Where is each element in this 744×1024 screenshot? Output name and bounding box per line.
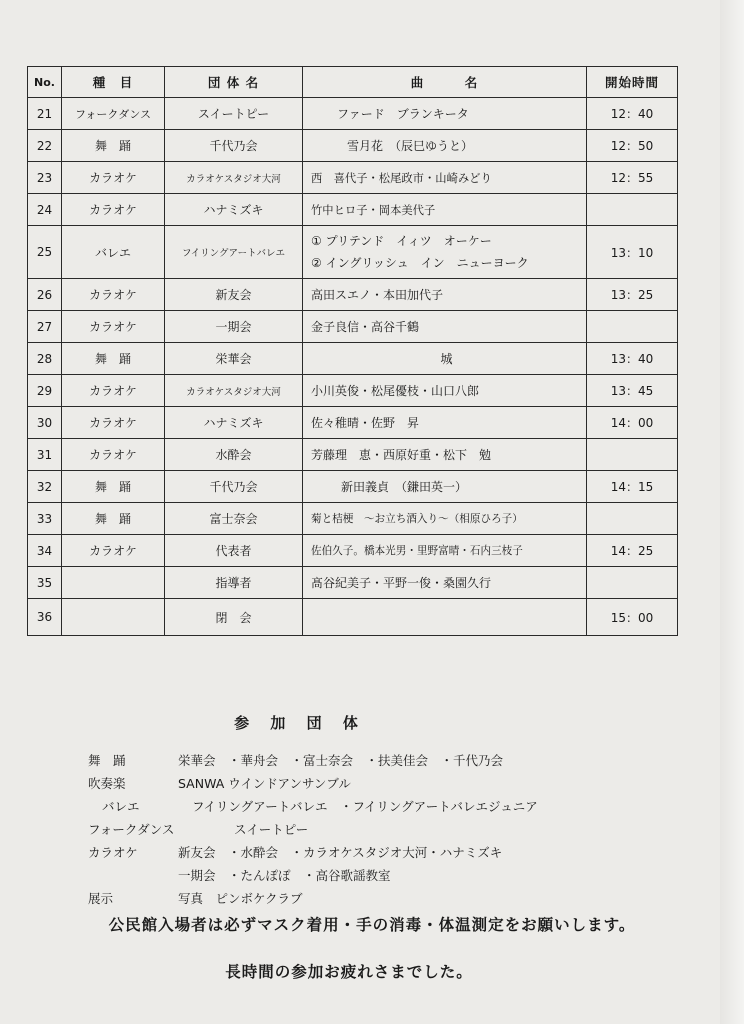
row-no: 33 [28, 503, 62, 535]
row-song [303, 130, 587, 162]
row-no: 24 [28, 194, 62, 226]
row-time: 13：40 [587, 343, 678, 375]
header-song: 曲 名 [303, 67, 587, 98]
row-type: 舞 踊 [62, 471, 165, 503]
participant-groups: 写真 ピンボケクラブ [178, 891, 303, 906]
row-group: ハナミズキ [165, 194, 303, 226]
row-song [303, 599, 587, 636]
row-type: カラオケ [62, 407, 165, 439]
header-type: 種 目 [62, 67, 165, 98]
row-no: 27 [28, 311, 62, 343]
table-row [28, 311, 678, 343]
row-time: 14：25 [587, 535, 678, 567]
row-type [62, 599, 165, 636]
row-no: 35 [28, 567, 62, 599]
song-text: 芳藤理 恵・西原好重・松下 勉 [311, 448, 492, 462]
table-row [28, 407, 678, 439]
participant-groups: 新友会 ・水酔会 ・カラオケスタジオ大河・ハナミズキ [178, 845, 503, 860]
row-group: 一期会 [165, 311, 303, 343]
participant-row [88, 843, 688, 866]
table-row [28, 439, 678, 471]
row-no: 29 [28, 375, 62, 407]
closing-text: 長時間の参加お疲れさまでした。 [225, 963, 473, 981]
row-song [303, 194, 587, 226]
participant-row [88, 797, 688, 820]
row-group: カラオケスタジオ大河 [165, 162, 303, 194]
row-song [303, 375, 587, 407]
participant-category: フォークダンス [88, 822, 175, 837]
song-text: 新田義貞 （鎌田英一） [341, 480, 468, 494]
table-row [28, 567, 678, 599]
header-group: 団 体 名 [165, 67, 303, 98]
song-line-1: ① プリテンド イィツ オーケー [311, 234, 492, 248]
row-time: 14：00 [587, 407, 678, 439]
row-time [587, 503, 678, 535]
row-no: 22 [28, 130, 62, 162]
participant-groups: SANWA ウインドアンサンブル [178, 776, 351, 791]
song-text: ファード ブランキータ [337, 107, 469, 121]
row-song [303, 439, 587, 471]
row-no: 34 [28, 535, 62, 567]
row-no: 21 [28, 98, 62, 130]
participant-category: カラオケ [88, 845, 138, 860]
participant-category: バレエ [102, 799, 140, 814]
participant-row [88, 751, 688, 774]
row-song [303, 343, 587, 375]
row-no: 31 [28, 439, 62, 471]
table-row [28, 535, 678, 567]
song-text: 佐伯久子。橋本光男・里野富晴・石内三枝子 [311, 545, 523, 557]
row-type: カラオケ [62, 439, 165, 471]
row-no: 32 [28, 471, 62, 503]
song-text: 西 喜代子・松尾政市・山崎みどり [311, 171, 492, 185]
participant-row [88, 866, 688, 889]
participant-row [88, 774, 688, 797]
row-time [587, 567, 678, 599]
row-song [303, 279, 587, 311]
row-time: 13：10 [587, 226, 678, 279]
table-row [28, 343, 678, 375]
row-type: 舞 踊 [62, 130, 165, 162]
participant-category: 吹奏楽 [88, 776, 126, 791]
participants-title: 参 加 団 体 [234, 714, 366, 732]
row-song [303, 311, 587, 343]
row-group: ハナミズキ [165, 407, 303, 439]
table-row [28, 226, 678, 279]
table-row [28, 471, 678, 503]
row-group: 千代乃会 [165, 471, 303, 503]
row-no: 36 [28, 599, 62, 636]
participant-category: 展示 [88, 891, 114, 906]
song-text: 城 [440, 352, 453, 366]
row-song [303, 471, 587, 503]
table-row [28, 279, 678, 311]
page-edge [720, 0, 744, 1024]
song-text: 小川英俊・松尾優枝・山口八郎 [311, 384, 480, 398]
row-type: カラオケ [62, 375, 165, 407]
row-song [303, 162, 587, 194]
row-time: 12：55 [587, 162, 678, 194]
row-song [303, 226, 587, 279]
participant-groups: 一期会 ・たんぽぽ ・高谷歌謡教室 [178, 868, 391, 883]
row-group: 閉 会 [165, 599, 303, 636]
song-text: 髙谷紀美子・平野一俊・桑園久行 [311, 576, 492, 590]
header-time: 開始時間 [587, 67, 678, 98]
row-song [303, 407, 587, 439]
header-no: No. [28, 67, 62, 98]
table-header-row [28, 67, 678, 98]
row-group: フイリングアートバレエ [165, 226, 303, 279]
row-group: 指導者 [165, 567, 303, 599]
song-text: 金子良信・高谷千鶴 [311, 320, 420, 334]
participant-category: 舞 踊 [88, 753, 126, 768]
row-time: 14：15 [587, 471, 678, 503]
row-type: カラオケ [62, 279, 165, 311]
participant-groups: 栄華会 ・華舟会 ・富士奈会 ・扶美佳会 ・千代乃会 [178, 753, 504, 768]
row-song [303, 535, 587, 567]
row-type: カラオケ [62, 162, 165, 194]
song-text: 竹中ヒロ子・岡本美代子 [311, 203, 436, 217]
song-text: 佐々稚晴・佐野 昇 [311, 416, 420, 430]
row-no: 30 [28, 407, 62, 439]
table-row [28, 503, 678, 535]
row-group: 水酔会 [165, 439, 303, 471]
row-song [303, 567, 587, 599]
row-group: カラオケスタジオ大河 [165, 375, 303, 407]
song-line-2: ② イングリッシュ イン ニューヨーク [311, 256, 529, 270]
table-row [28, 130, 678, 162]
row-no: 23 [28, 162, 62, 194]
row-group: 栄華会 [165, 343, 303, 375]
song-text: 菊と桔梗 ～お立ち酒入り～（相原ひろ子） [311, 513, 523, 525]
table-row [28, 194, 678, 226]
row-song [303, 98, 587, 130]
row-group: 富士奈会 [165, 503, 303, 535]
row-group: 新友会 [165, 279, 303, 311]
participant-groups: スイートピー [234, 822, 309, 837]
row-type: カラオケ [62, 194, 165, 226]
row-group: スイートピー [165, 98, 303, 130]
program-table [27, 66, 678, 636]
row-time [587, 439, 678, 471]
participants-list [88, 751, 688, 912]
row-time: 12：40 [587, 98, 678, 130]
row-type [62, 567, 165, 599]
notice-text: 公民館入場者は必ずマスク着用・手の消毒・体温測定をお願いします。 [108, 916, 636, 934]
row-type: カラオケ [62, 535, 165, 567]
row-group: 代表者 [165, 535, 303, 567]
row-time: 12：50 [587, 130, 678, 162]
participant-row [88, 820, 688, 843]
row-time [587, 194, 678, 226]
row-no: 26 [28, 279, 62, 311]
song-text: 高田スエノ・本田加代子 [311, 288, 444, 302]
row-type: カラオケ [62, 311, 165, 343]
row-group: 千代乃会 [165, 130, 303, 162]
table-row [28, 599, 678, 636]
row-type: 舞 踊 [62, 343, 165, 375]
row-time: 13：25 [587, 279, 678, 311]
song-text: 雪月花 （辰巳ゆうと） [347, 139, 474, 153]
row-time: 13：45 [587, 375, 678, 407]
row-type: フォークダンス [62, 98, 165, 130]
row-time [587, 311, 678, 343]
participant-row [88, 889, 688, 912]
row-no: 28 [28, 343, 62, 375]
participant-groups: フイリングアートバレエ ・フイリングアートバレエジュニア [192, 799, 538, 814]
row-no: 25 [28, 226, 62, 279]
table-row [28, 162, 678, 194]
row-song [303, 503, 587, 535]
row-type: 舞 踊 [62, 503, 165, 535]
table-row [28, 98, 678, 130]
row-time: 15：00 [587, 599, 678, 636]
table-row [28, 375, 678, 407]
row-type: バレエ [62, 226, 165, 279]
